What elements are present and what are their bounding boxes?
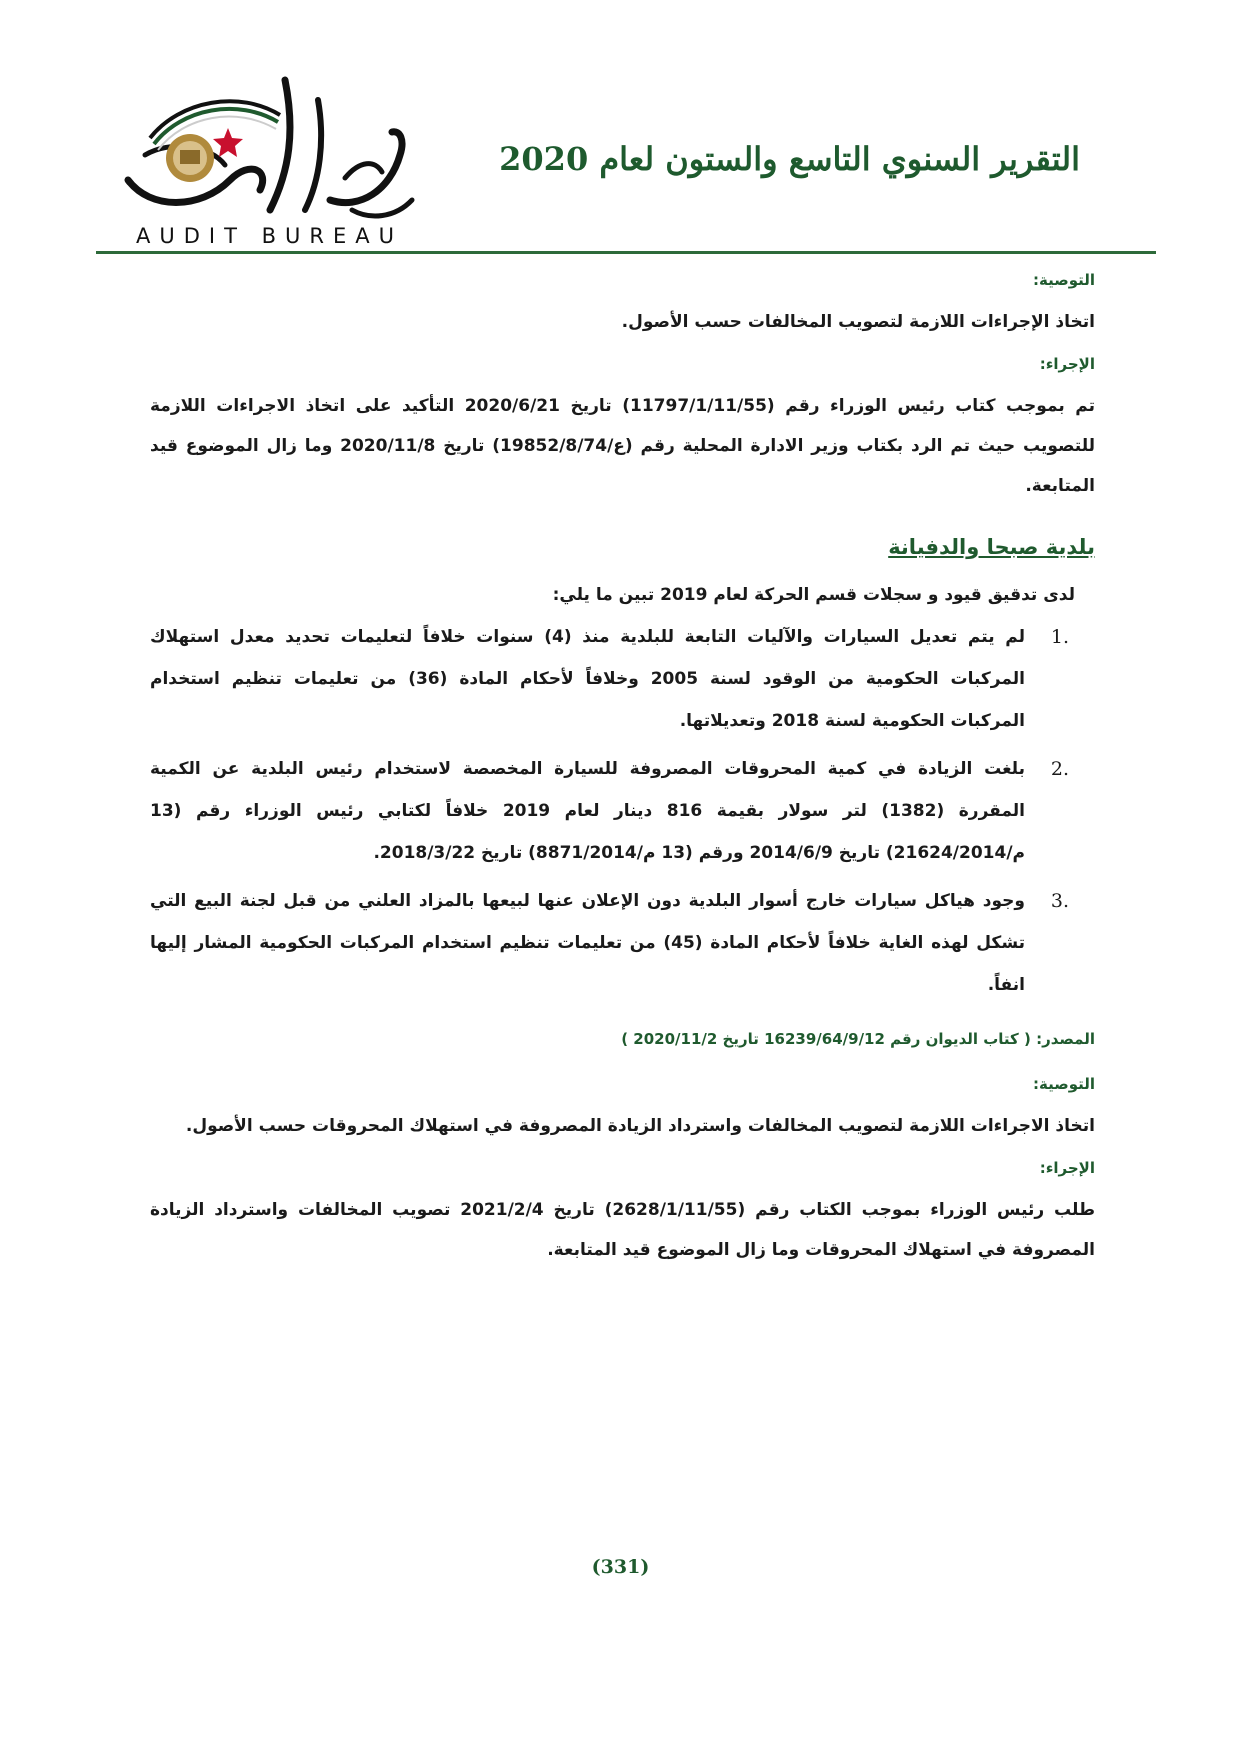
finding-number: 3. [1050, 890, 1070, 912]
action-text: تم بموجب كتاب رئيس الوزراء رقم (11797/1/11/55) تاريخ 2020/6/21 التأكيد على اتخاذ الاجراءات اللازمة للتصويب حيث تم الرد بكتاب وزير الادارة المحلية رقم (ع/19852/8/74) تاريخ 2020/11/8 وما زال الموضوع قيد المتابعة. [150, 396, 1096, 496]
source-reference: المصدر: ( كتاب الديوان رقم 16239/64/9/12 تاريخ 2020/11/2 ) [621, 1030, 1095, 1048]
report-title: التقرير السنوي التاسع والستون لعام 2020 [499, 140, 1080, 178]
action-label: الإجراء: [1039, 1159, 1095, 1177]
section-title: بلدية صبحا والدفيانة [888, 535, 1095, 559]
recommendation-label: التوصية: [1032, 271, 1095, 289]
logo-english-text: AUDIT BUREAU [136, 224, 403, 248]
recommendation-text: اتخاذ الإجراءات اللازمة لتصويب المخالفات حسب الأصول. [621, 312, 1095, 332]
finding-text: بلغت الزيادة في كمية المحروقات المصروفة للسيارة المخصصة لاستخدام رئيس البلدية عن الكمية المقررة (1382) لتر سولار بقيمة 816 دينار لعام 2019 خلافاً لكتابي رئيس الوزراء رقم (13 م/21624/2014) تاريخ 2014/6/9 ورقم (13 م/8871/2014) تاريخ 2018/3/22. [150, 759, 1026, 863]
header-divider [96, 251, 1156, 254]
logo-emblem [120, 60, 420, 225]
section-intro: لدى تدقيق قيود و سجلات قسم الحركة لعام 2019 تبين ما يلي: [552, 585, 1075, 605]
page-content [150, 262, 1095, 1280]
finding-text: وجود هياكل سيارات خارج أسوار البلدية دون الإعلان عنها لبيعها بالمزاد العلني من قبل لجنة البيع التي تشكل لهذه الغاية خلافاً لأحكام المادة (45) من تعليمات تنظيم استخدام المركبات الحكومية المشار إليها انفاً. [150, 891, 1026, 995]
recommendation-label: التوصية: [1032, 1075, 1095, 1093]
finding-item [150, 880, 1095, 1006]
page-header [0, 0, 1241, 260]
recommendation-text: اتخاذ الاجراءات اللازمة لتصويب المخالفات واسترداد الزيادة المصروفة في استهلاك المحروقات حسب الأصول. [185, 1116, 1095, 1136]
audit-bureau-logo [120, 60, 420, 250]
page-number: (331) [591, 1556, 650, 1578]
action-label: الإجراء: [1039, 355, 1095, 373]
finding-item [150, 748, 1095, 874]
finding-number: 2. [1050, 758, 1070, 780]
finding-text: لم يتم تعديل السيارات والآليات التابعة للبلدية منذ (4) سنوات خلافاً لتعليمات تحديد معدل استهلاك المركبات الحكومية من الوقود لسنة 2005 وخلافاً لأحكام المادة (36) من تعليمات تنظيم استخدام المركبات الحكومية لسنة 2018 وتعديلاتها. [150, 627, 1025, 731]
finding-number: 1. [1050, 626, 1070, 648]
finding-item [150, 616, 1095, 742]
action-text: طلب رئيس الوزراء بموجب الكتاب رقم (2628/1/11/55) تاريخ 2021/2/4 تصويب المخالفات واسترداد الزيادة المصروفة في استهلاك المحروقات وما زال الموضوع قيد المتابعة. [150, 1200, 1096, 1260]
